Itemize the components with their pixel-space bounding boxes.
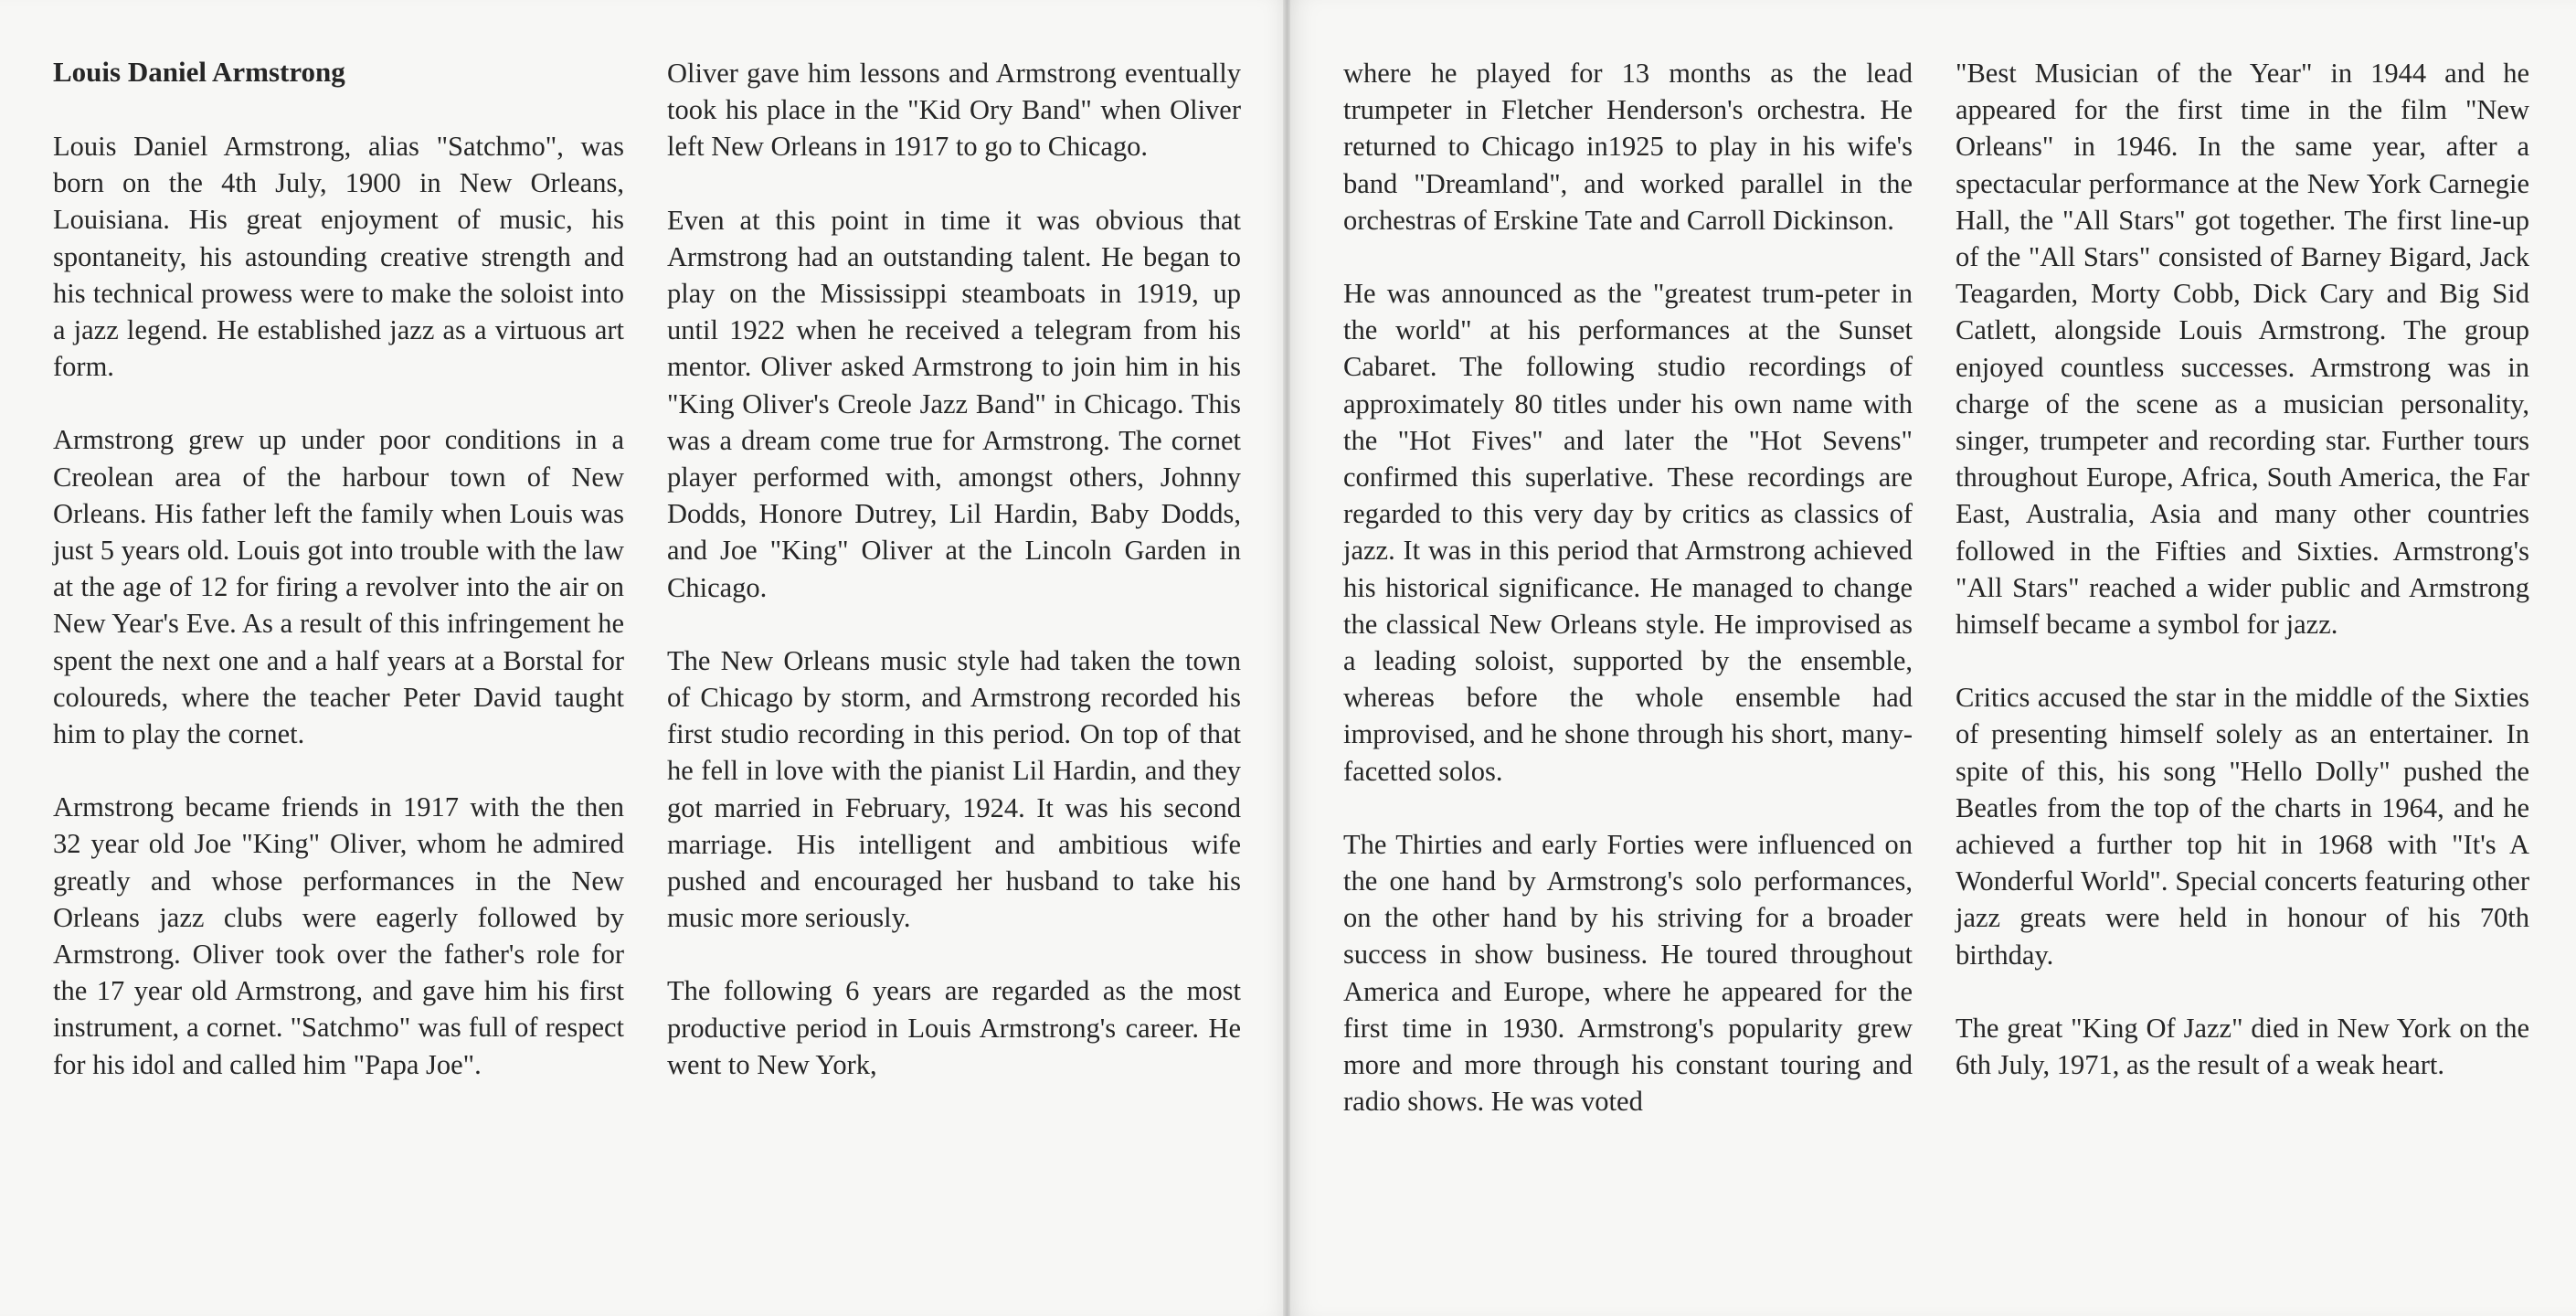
paragraph: He was announced as the "greatest trum-peter in the world" at his performances at the Sunset Cabaret. The following studio recordings of approximately 80 titles under his own name with the "Hot Fives" and later the "Hot Sevens" confirmed this superlative. These recordings are regarded to this very day by critics as classics of jazz. It was in this period that Armstrong achieved his historical significance. He managed to change the classical New Orleans style. He improvised as a leading soloist, supported by the ensemble, whereas before the whole ensemble had improvised, and he shone through his short, many-facetted solos. [1343,278,1913,787]
paragraph: Armstrong became friends in 1917 with the then 32 year old Joe "King" Oliver, whom he admired greatly and whose performances in the New Orleans jazz clubs were eagerly followed by Armstrong. Oliver took over the father's role for the 17 year old Armstrong, and gave him his first instrument, a cornet. "Satchmo" was full of respect for his idol and called him "Papa Joe". [53,791,624,1080]
article-title: Louis Daniel Armstrong [53,56,345,88]
text-column-4 [1956,55,2529,1083]
paragraph: The following 6 years are regarded as the most productive period in Louis Armstrong's career. He went to New York, [667,975,1241,1080]
paragraph: Armstrong grew up under poor conditions in a Creolean area of the harbour town of New Orleans. His father left the family when Louis was just 5 years old. Louis got into trouble with the law at the age of 12 for firing a revolver into the air on New Year's Eve. As a result of this infringement he spent the next one and a half years at a Borstal for coloureds, where the teacher Peter David taught him to play the cornet. [53,424,624,750]
paragraph: Oliver gave him lessons and Armstrong eventually took his place in the "Kid Ory Band" when Oliver left New Orleans in 1917 to go to Chicago. [667,58,1241,163]
paragraph: The Thirties and early Forties were influenced on the one hand by Armstrong's solo performances, on the other hand by his striving for a broader success in show business. He toured throughout America and Europe, where he appeared for the first time in 1930. Armstrong's popularity grew more and more through his constant touring and radio shows. He was voted [1343,828,1913,1118]
paragraph: The New Orleans music style had taken the town of Chicago by storm, and Armstrong recorded his first studio recording in this period. On top of that he fell in love with the pianist Lil Hardin, and they got married in February, 1924. It was his second marriage. His intelligent and ambitious wife pushed and encouraged her husband to take his music more seriously. [667,644,1241,934]
paragraph: Even at this point in time it was obvious that Armstrong had an outstanding talent. He began to play on the Mississippi steamboats in 1919, up until 1922 when he received a telegram from his mentor. Oliver asked Armstrong to join him in his "King Oliver's Creole Jazz Band" in Chicago. This was a dream come true for Armstrong. The cornet player performed with, amongst others, Johnny Dodds, Honore Dutrey, Lil Hardin, Baby Dodds, and Joe "King" Oliver at the Lincoln Garden in Chicago. [667,204,1241,603]
text-column-1 [53,53,624,1083]
text-column-2 [667,55,1241,1083]
paragraph: Critics accused the star in the middle of the Sixties of presenting himself solely as an entertainer. In spite of this, his song "Hello Dolly" pushed the Beatles from the top of the charts in 1964, and he achieved a further top hit in 1968 with "It's A Wonderful World". Special concerts featuring other jazz greats were held in honour of his 70th birthday. [1956,682,2529,971]
text-column-3 [1343,55,1913,1120]
booklet-fold [1283,0,1290,1316]
paragraph: Louis Daniel Armstrong, alias "Satchmo", was born on the 4th July, 1900 in New Orleans, Louisiana. His great enjoyment of music, his spontaneity, his astounding creative strength and his technical prowess were to make the soloist into a jazz legend. He established jazz as a virtuous art form. [53,131,624,383]
paragraph: "Best Musician of the Year" in 1944 and he appeared for the first time in the film "New Orleans" in 1946. In the same year, after a spectacular performance at the New York Carnegie Hall, the "All Stars" got together. The first line-up of the "All Stars" consisted of Barney Bigard, Jack Teagarden, Morty Cobb, Dick Cary and Big Sid Catlett, alongside Louis Armstrong. The group enjoyed countless successes. Armstrong was in charge of the scene as a musician personality, singer, trumpeter and recording star. Further tours throughout Europe, Africa, South America, the Far East, Australia, Asia and many other countries followed in the Fifties and Sixties. Armstrong's "All Stars" reached a wider public and Armstrong himself became a symbol for jazz. [1956,58,2529,641]
paragraph: The great "King Of Jazz" died in New York on the 6th July, 1971, as the result of a weak heart. [1956,1012,2529,1081]
paragraph: where he played for 13 months as the lead trumpeter in Fletcher Henderson's orchestra. He returned to Chicago in1925 to play in his wife's band "Dreamland", and worked parallel in the orchestras of Erskine Tate and Carroll Dickinson. [1343,58,1913,236]
